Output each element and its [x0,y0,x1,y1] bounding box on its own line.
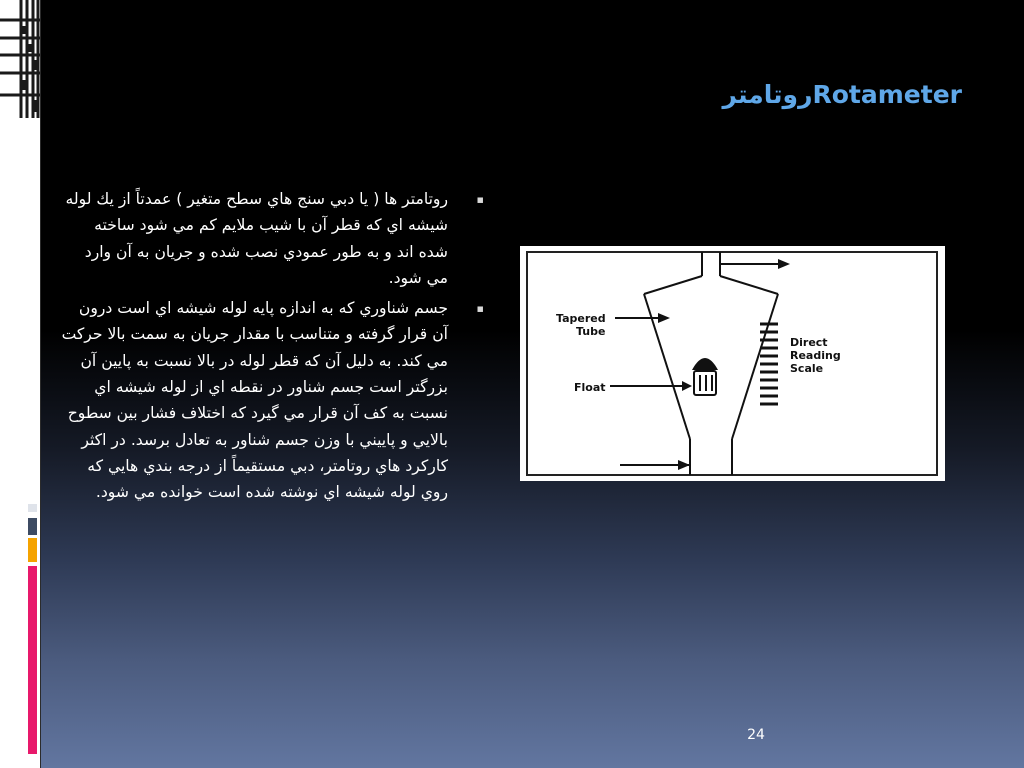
label-scale-line1: Direct [790,336,828,349]
grid-pattern-icon [0,0,40,120]
label-tapered-line2: Tube [576,325,606,338]
bullet-marker: ▪ [476,193,484,206]
accent-bar-darkgray [28,518,37,535]
label-scale-line2: Reading [790,349,841,362]
bullet-text-1: روتامتر ها ( يا دبي سنج هاي سطح متغير ) عمدتاً از يك لوله شيشه اي كه قطر آن با شيب ملايم كم مي شود ساخته شده اند و به طور عمودي نصب شده و جريان به آن وارد مي شود. [65,190,448,287]
label-float: Float [574,381,606,394]
label-scale-line3: Scale [790,362,824,375]
accent-bar-pink [28,566,37,754]
bullet-marker: ▪ [476,302,484,316]
strip-edge-line [40,0,41,768]
bullet-item-2 [60,295,490,505]
rotameter-diagram [520,246,945,481]
page-number: 24 [747,727,765,743]
left-decorative-strip [0,0,40,768]
slide-title: روتامترRotameter [722,80,962,109]
accent-bar-gray [28,504,37,512]
bullet-item-1 [60,186,490,291]
label-tapered-line1: Tapered [556,312,606,325]
accent-bar-orange [28,538,37,562]
rotameter-diagram-svg [520,246,945,481]
bullet-list [60,186,490,510]
bullet-text-2: جسم شناوري كه به اندازه پايه لوله شيشه اي است درون آن قرار گرفته و متناسب با مقدار جريان به سمت بالا حركت مي كند. به دليل آن كه قطر لوله در بالا نسبت به پايين آن بزرگتر است جسم شناور در نقطه اي از لوله شيشه اي نسبت به كف آن قرار مي گيرد كه اختلاف فشار بين سطوح بالايي و پاييني با وزن جسم شناور به تعادل برسد. در اكثر كاركرد هاي روتامتر، دبي مستقيماً از درجه بندي هايي كه روي لوله شيشه اي نوشته شده است خوانده مي شود. [61,299,448,502]
